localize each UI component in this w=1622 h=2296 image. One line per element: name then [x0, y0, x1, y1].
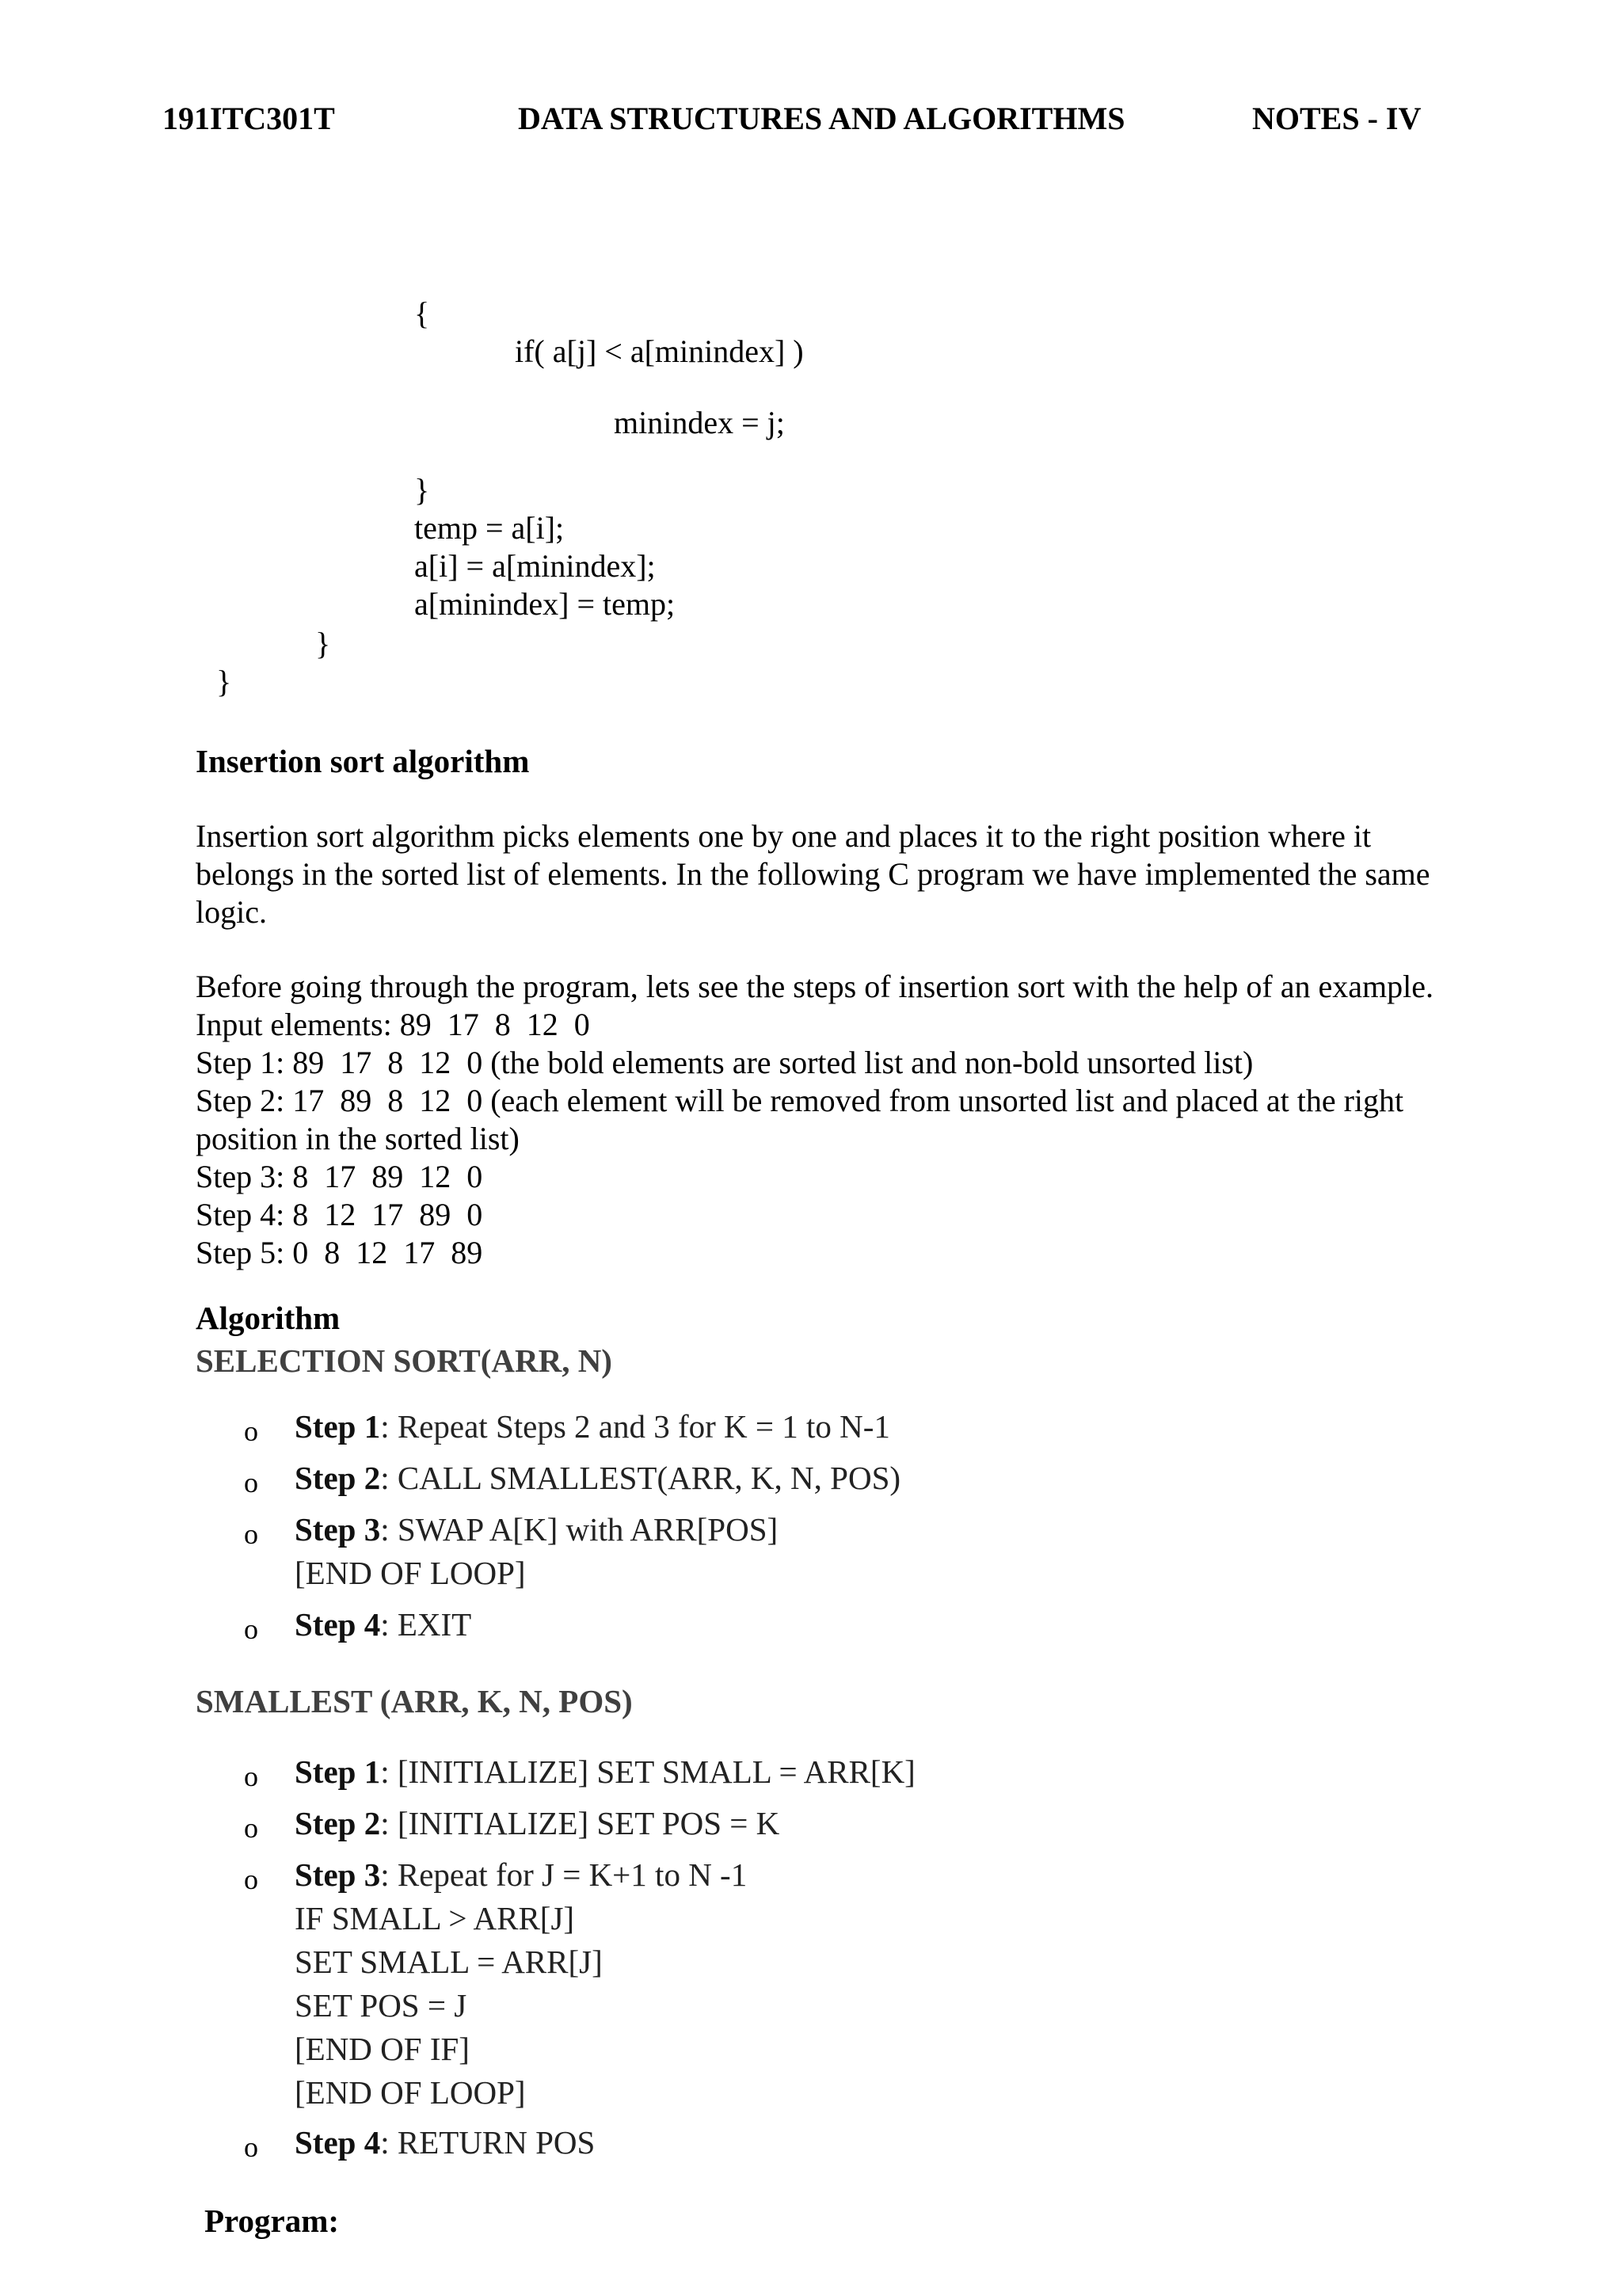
- example-line: Step 4: 8 12 17 89 0: [196, 1197, 483, 1232]
- code-line: {: [414, 295, 430, 331]
- bullet-marker: o: [244, 1415, 258, 1447]
- bullet-marker: o: [244, 2131, 258, 2163]
- paragraph-line: belongs in the sorted list of elements. In the following C program we have implemented the same: [196, 856, 1430, 892]
- selection-step-continuation: [END OF LOOP]: [295, 1555, 526, 1591]
- paragraph-line: Insertion sort algorithm picks elements one by one and places it to the right position where it: [196, 818, 1372, 854]
- selection-step: Step 4: EXIT: [295, 1606, 472, 1643]
- course-code: 191ITC301T: [162, 101, 335, 136]
- bullet-marker: o: [244, 1812, 258, 1844]
- course-title: DATA STRUCTURES AND ALGORITHMS: [518, 101, 1125, 136]
- algorithm-heading: Algorithm: [196, 1300, 341, 1336]
- bullet-marker: o: [244, 1761, 258, 1792]
- bullet-marker: o: [244, 1613, 258, 1645]
- paragraph-line: logic.: [196, 894, 267, 930]
- program-label: Program:: [204, 2203, 340, 2239]
- smallest-step-continuation: [END OF LOOP]: [295, 2074, 526, 2111]
- code-line: }: [414, 472, 430, 508]
- code-line: temp = a[i];: [414, 510, 565, 546]
- example-line: Input elements: 89 17 8 12 0: [196, 1007, 590, 1042]
- bullet-marker: o: [244, 1518, 258, 1550]
- selection-step: Step 2: CALL SMALLEST(ARR, K, N, POS): [295, 1460, 901, 1496]
- bullet-marker: o: [244, 1467, 258, 1498]
- selection-step: Step 3: SWAP A[K] with ARR[POS]: [295, 1511, 779, 1548]
- example-line: Step 3: 8 17 89 12 0: [196, 1159, 483, 1194]
- smallest-step: Step 2: [INITIALIZE] SET POS = K: [295, 1805, 780, 1841]
- smallest-step: Step 4: RETURN POS: [295, 2124, 596, 2161]
- smallest-step-continuation: SET SMALL = ARR[J]: [295, 1944, 603, 1980]
- code-line: }: [315, 626, 331, 661]
- example-line: Step 2: 17 89 8 12 0 (each element will be removed from unsorted list and placed at the right: [196, 1083, 1404, 1118]
- smallest-step-continuation: SET POS = J: [295, 1987, 467, 2024]
- smallest-step-continuation: IF SMALL > ARR[J]: [295, 1900, 575, 1936]
- code-line: minindex = j;: [614, 405, 785, 440]
- smallest-step-continuation: [END OF IF]: [295, 2031, 470, 2067]
- code-line: a[minindex] = temp;: [414, 586, 676, 622]
- code-line: a[i] = a[minindex];: [414, 548, 656, 584]
- example-line: Step 1: 89 17 8 12 0 (the bold elements are sorted list and non-bold unsorted list): [196, 1045, 1254, 1080]
- code-line: }: [216, 664, 232, 699]
- code-line: if( a[j] < a[minindex] ): [515, 333, 804, 369]
- bullet-marker: o: [244, 1864, 258, 1895]
- smallest-step: Step 1: [INITIALIZE] SET SMALL = ARR[K]: [295, 1753, 916, 1790]
- smallest-step: Step 3: Repeat for J = K+1 to N -1: [295, 1856, 748, 1893]
- selection-step: Step 1: Repeat Steps 2 and 3 for K = 1 to N-1: [295, 1408, 890, 1445]
- selection-sort-heading: SELECTION SORT(ARR, N): [196, 1342, 612, 1379]
- notes-label: NOTES - IV: [1252, 101, 1422, 136]
- insertion-sort-heading: Insertion sort algorithm: [196, 743, 530, 779]
- paragraph-line: Before going through the program, lets see the steps of insertion sort with the help of an example.: [196, 969, 1434, 1004]
- smallest-heading: SMALLEST (ARR, K, N, POS): [196, 1683, 633, 1719]
- example-line: Step 5: 0 8 12 17 89: [196, 1235, 483, 1270]
- example-line: position in the sorted list): [196, 1121, 520, 1156]
